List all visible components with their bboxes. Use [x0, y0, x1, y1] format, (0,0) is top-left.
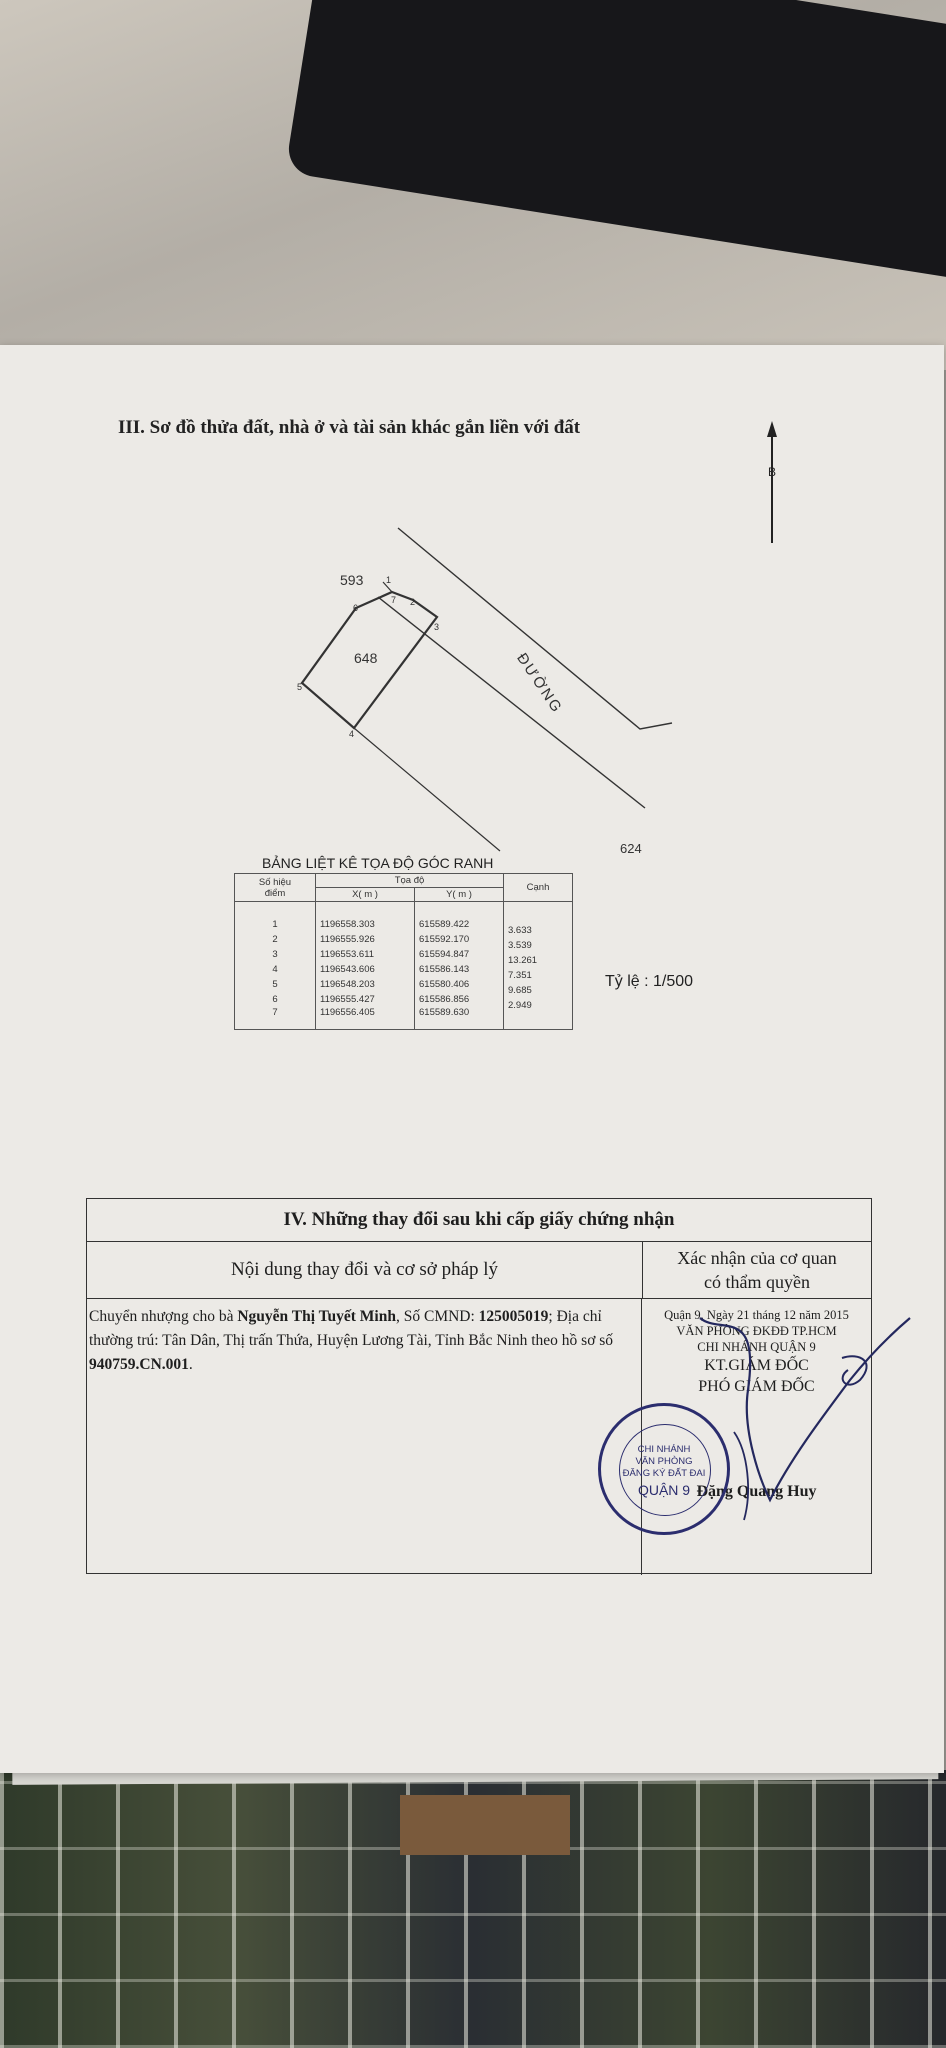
- north-label: B: [768, 465, 777, 479]
- table-row: 2 1196555.926 615592.170 3.539: [235, 932, 573, 947]
- parcel-648-label: 648: [354, 650, 378, 666]
- table-row: 6 1196555.427 615586.856 2.949: [235, 992, 573, 1007]
- section4-title: IV. Những thay đổi sau khi cấp giấy chứng nhận: [87, 1199, 871, 1242]
- parcel-624-label: 624: [620, 841, 642, 856]
- point-1-label: 1: [386, 575, 392, 585]
- table-row: 7 1196556.405 615589.630: [235, 1007, 573, 1030]
- header-edge: Cạnh: [504, 874, 573, 902]
- point-6-label: 6: [353, 603, 359, 613]
- table-row: 4 1196543.606 615586.143 7.351: [235, 962, 573, 977]
- table-row: 5 1196548.203 615580.406 9.685: [235, 977, 573, 992]
- office-line1: VĂN PHÒNG ĐKĐĐ TP.HCM: [676, 1324, 837, 1338]
- role-line2: PHÓ GIÁM ĐỐC: [698, 1378, 815, 1395]
- edge-value: 9.685: [508, 985, 532, 996]
- edge-value: 7.351: [508, 970, 532, 981]
- edge-value: 3.539: [508, 940, 532, 951]
- road-label: ĐƯỜNG: [513, 650, 566, 717]
- header-point-line1: Số hiệu: [258, 876, 292, 888]
- header-point-line2: điểm: [264, 887, 286, 899]
- table-row: 1 1196558.303 615589.422 3.633: [235, 917, 573, 932]
- scale-label: Tỷ lệ : 1/500: [605, 973, 694, 990]
- date-line: Quận 9, Ngày 21 tháng 12 năm 2015: [664, 1308, 849, 1322]
- section4-body: [87, 1299, 871, 1575]
- parcel-sketch: [0, 345, 944, 1245]
- section3-title: III. Sơ đồ thửa đất, nhà ở và tài sản khác gắn liền với đất: [118, 417, 581, 438]
- official-stamp: CHI NHÁNH VĂN PHÒNG ĐĂNG KÝ ĐẤT ĐAI QUẬN 9: [598, 1403, 730, 1535]
- id-number: 125005019: [478, 1308, 549, 1325]
- parcel-593-label: 593: [340, 572, 364, 588]
- file-number: 940759.CN.001: [89, 1356, 189, 1373]
- header-y: Y( m ): [415, 888, 504, 902]
- header-coord: Tọa độ: [316, 874, 504, 888]
- wood-surface: [400, 1795, 570, 1855]
- coord-header-row: [235, 874, 573, 888]
- edge-value: 13.261: [508, 955, 538, 966]
- section4-column-headers: [87, 1242, 871, 1299]
- table-row: 3 1196553.611 615594.847 13.261: [235, 947, 573, 962]
- signer-name: Đặng Quang Huy: [696, 1483, 817, 1500]
- point-7-label: 7: [391, 595, 397, 605]
- role-line1: KT.GIÁM ĐỐC: [704, 1357, 809, 1374]
- header-x: X( m ): [316, 888, 415, 902]
- column-header-authority: Xác nhận của cơ quan có thẩm quyền: [677, 1248, 837, 1292]
- section4-table: [86, 1198, 872, 1574]
- coord-table-title: BẢNG LIỆT KÊ TỌA ĐỘ GÓC RANH: [262, 855, 494, 871]
- point-5-label: 5: [297, 682, 303, 692]
- coord-table: [234, 873, 573, 1030]
- boundary-lines: [302, 582, 500, 851]
- buyer-name: Nguyễn Thị Tuyết Minh: [237, 1308, 396, 1325]
- edge-value: 2.949: [508, 1000, 532, 1011]
- point-4-label: 4: [349, 729, 355, 739]
- point-2-label: 2: [410, 597, 416, 607]
- edge-value: 3.633: [508, 925, 532, 936]
- office-line2: CHI NHÁNH QUẬN 9: [697, 1340, 816, 1354]
- column-header-content: Nội dung thay đổi và cơ sở pháp lý: [87, 1242, 643, 1298]
- point-3-label: 3: [434, 622, 440, 632]
- change-content: Chuyển nhượng cho bà Nguyễn Thị Tuyết Minh, Số CMND: 125005019; Địa chỉ thường trú: Tân Dân, Thị trấn Thứa, Huyện Lương Tài, Tỉnh Bắc Ninh theo hồ sơ số 940759.CN.001.: [87, 1299, 642, 1575]
- north-arrow: [767, 421, 777, 543]
